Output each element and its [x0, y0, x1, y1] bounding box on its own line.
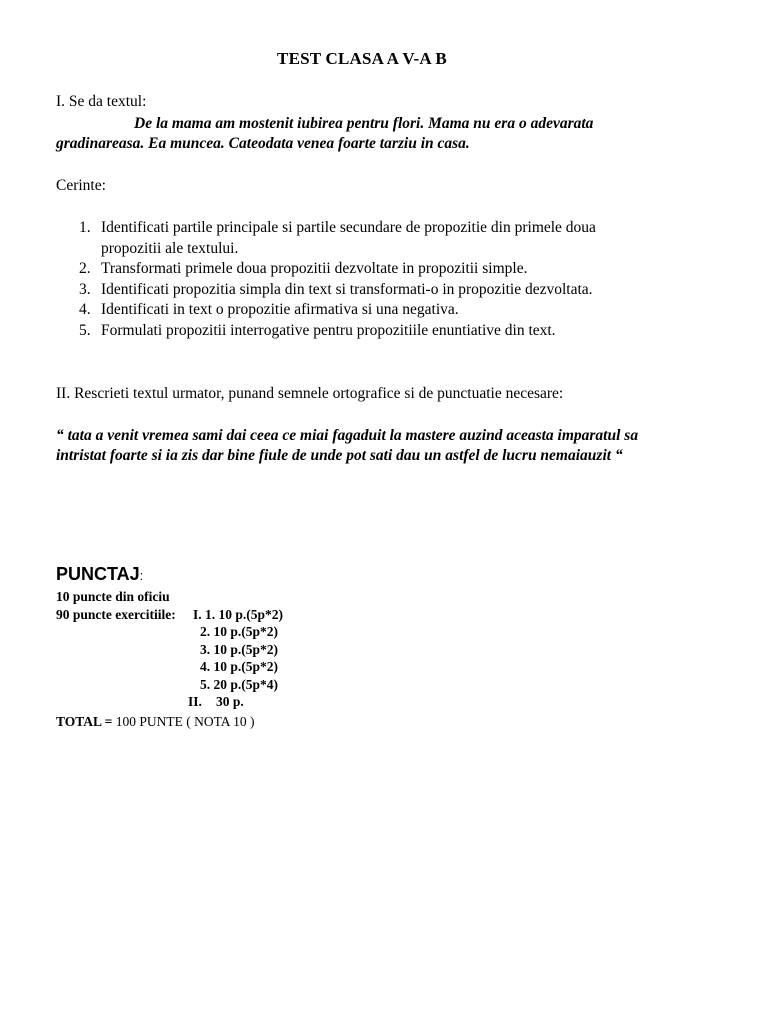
score-line-2: 2. 10 p.(5p*2) — [200, 624, 279, 639]
score-ii-value: 30 p. — [216, 694, 244, 709]
list-item: 2. Transformati primele doua propozitii dezvoltate in propozitii simple. — [79, 260, 528, 277]
section-1-heading: I. Se da textul: — [56, 93, 147, 110]
list-item: 5. Formulati propozitii interrogative pentru propozitiile enuntiative din text. — [79, 321, 556, 339]
section-2-quote — [56, 426, 746, 466]
quote-line-2: intristat foarte si ia zis dar bine fiule de unde pot sati dau un astfel de lucru nemaiauzit “ — [56, 447, 623, 464]
requirements-heading: Cerinte: — [56, 177, 106, 194]
list-item: 1. Identificati partile principale si partile secundare de propozitie din primele doua propozitii ale textului. — [79, 219, 596, 257]
passage-line-2: gradinareasa. Ea muncea. Cateodata venea foarte tarziu in casa. — [56, 135, 470, 152]
passage-line-1: De la mama am mostenit iubirea pentru flori. Mama nu era o adevarata — [134, 115, 594, 132]
score-line-4: 4. 10 p.(5p*2) — [200, 659, 279, 674]
list-item: 4. Identificati in text o propozitie afirmativa si una negativa. — [79, 301, 459, 318]
list-item: 3. Identificati propozitia simpla din text si transformati-o in propozitie dezvoltata. — [79, 280, 593, 298]
score-ii-label: II. — [188, 694, 202, 709]
section-2-heading: II. Rescrieti textul urmator, punand semnele ortografice si de punctuatie necesare: — [56, 385, 564, 402]
score-line-3: 3. 10 p.(5p*2) — [200, 642, 279, 657]
requirements-list — [56, 218, 736, 341]
punctaj-heading: PUNCTAJ: — [56, 564, 144, 584]
quote-line-1: “ tata a venit vremea sami dai ceea ce miai fagaduit la mastere auzind aceasta imparatul sa — [56, 427, 639, 444]
page-title: TEST CLASA A V-A B — [277, 49, 447, 68]
score-total: TOTAL = 100 PUNTE ( NOTA 10 ) — [56, 714, 255, 729]
score-line-5: 5. 20 p.(5p*4) — [200, 677, 279, 692]
score-exercitii-label: 90 puncte exercitiile: — [56, 607, 176, 622]
score-line-1: I. 1. 10 p.(5p*2) — [193, 607, 284, 622]
section-1-passage — [56, 114, 736, 154]
score-oficiu: 10 puncte din oficiu — [56, 589, 170, 604]
